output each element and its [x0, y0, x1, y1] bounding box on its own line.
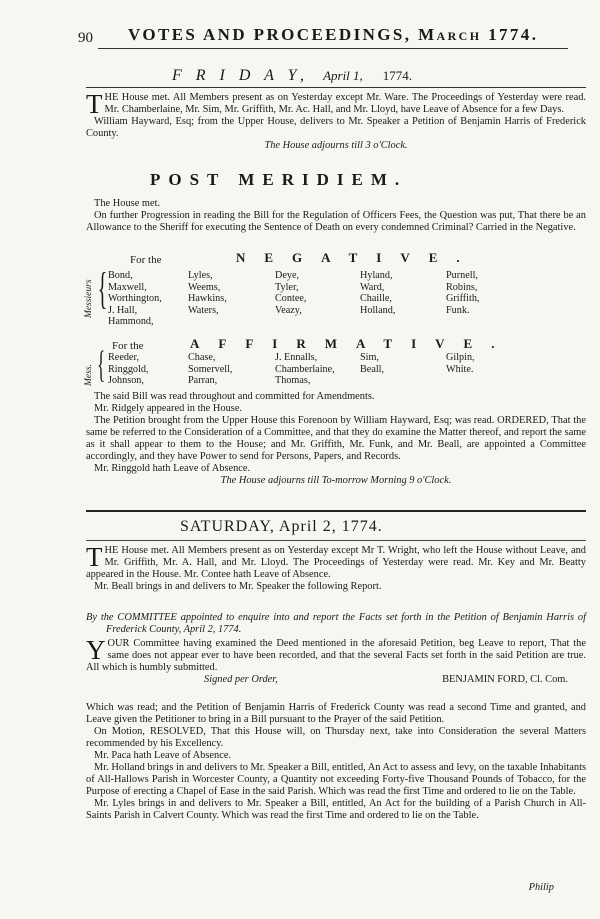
voter-name: Bond,	[108, 270, 133, 281]
saturday-rule	[86, 540, 586, 541]
voter-name: Ward,	[360, 281, 385, 293]
report-text: YOUR Committee having examined the Deed mentioned in the aforesaid Petition, beg Leave to report, That the same does not appear ever to have been recorded, and that the several Facts set forth in the said Petition are true. All which is humbly submitted.	[86, 635, 586, 673]
voter-name: Griffith,	[446, 293, 480, 305]
affirmative-brace: {	[97, 344, 106, 386]
pm-after-body	[86, 391, 586, 487]
voter-name: Chase,	[188, 352, 216, 363]
saturday-paragraph-4: On Motion, RESOLVED, That this House will, on Thursday next, take into Consideration the several Matters recommended by his Excellency.	[86, 726, 586, 749]
voter-name: Maxwell,	[108, 281, 147, 293]
voter-name: Ringgold,	[108, 363, 149, 375]
voter-name: Johnson,	[108, 375, 144, 387]
drop-cap: T	[86, 542, 103, 572]
pm-after-2: Mr. Ridgely appeared in the House.	[94, 403, 243, 414]
voter-name: Waters,	[188, 304, 219, 316]
voter-name: Parran,	[188, 375, 218, 387]
header-rule	[98, 48, 568, 49]
voter-name: Somervell,	[188, 363, 233, 375]
friday-paragraph-2: William Hayward, Esq; from the Upper House, delivers to Mr. Speaker a Petition of Benjamin Harris of Frederick County.	[86, 116, 586, 139]
voter-name: Worthington,	[108, 293, 162, 305]
voter-name: Chamberlaine,	[275, 363, 335, 375]
voter-name: Purnell,	[446, 270, 478, 281]
post-meridiem-title: POST MERIDIEM.	[150, 170, 408, 189]
friday-adjourn: The House adjourns till 3 o'Clock.	[264, 140, 408, 151]
pm-after-3: The Petition brought from the Upper House this Forenoon by William Hayward, Esq; was read. ORDERED, That the same be referred to the Consideration of a Committee, and that they do examine the Matter thereof, and report the same as it shall appear to them to the House; and Mr. Griffith, Mr. Funk, and Mr. Beall, are appointed a Committee accordingly, and they have Power to send for Persons, Papers, and Records.	[86, 415, 586, 462]
saturday-paragraph-2: Mr. Beall brings in and delivers to Mr. Speaker the following Report.	[94, 581, 382, 592]
voter-name: J. Hall,	[108, 304, 138, 316]
pm-after-1: The said Bill was read throughout and committed for Amendments.	[94, 391, 375, 402]
affirmative-side-label: Mess.	[84, 364, 94, 386]
voter-name: Holland,	[360, 304, 396, 316]
affirmative-word: AFFIRMATIVE.	[190, 336, 514, 351]
voter-name: Beall,	[360, 363, 385, 375]
pm-paragraph-2: On further Progression in reading the Bill for the Regulation of Officers Fees, the Question was put, That there be an Allowance to the Sheriff for executing the Sentence of Death on every condemned Criminal? Carried in the Negative.	[86, 210, 586, 233]
pm-adjourn: The House adjourns till To-morrow Morning 9 o'Clock.	[220, 475, 452, 486]
voter-name: Tyler,	[275, 281, 299, 293]
voter-name: Hyland,	[360, 270, 393, 281]
pm-after-4: Mr. Ringgold hath Leave of Absence.	[94, 463, 251, 474]
voter-name: Robins,	[446, 281, 478, 293]
voter-name: Weems,	[188, 281, 221, 293]
friday-heading-year: 1774.	[382, 68, 413, 83]
negative-word: NEGATIVE.	[236, 250, 479, 265]
voter-name: Sim,	[360, 352, 379, 363]
voter-name: Contee,	[275, 293, 307, 305]
pm-paragraph-1: The House met.	[94, 198, 161, 209]
voter-name: Hammond,	[108, 316, 154, 328]
affirmative-for-label: For the	[112, 340, 144, 352]
negative-brace: {	[97, 264, 108, 313]
voter-name: J. Ennalls,	[275, 352, 318, 363]
friday-heading-day: F R I D A Y,	[172, 67, 310, 84]
saturday-paragraph-1: THE House met. All Members present as on Yesterday except Mr T. Wright, who left the House without Leave, and Mr. Griffith, Mr. A. Hall, and Mr. Lloyd. The Proceedings of Yesterday were read. Mr. Key and Mr. Beatty appeared in the House. Mr. Contee hath Leave of Absence.	[86, 542, 586, 580]
drop-cap: T	[86, 89, 103, 119]
voter-name: Funk.	[446, 304, 470, 316]
running-title: VOTES AND PROCEEDINGS, March 1774.	[128, 25, 539, 44]
saturday-body-2	[86, 702, 586, 822]
committee-report	[86, 635, 586, 686]
voter-name: Chaille,	[360, 293, 392, 305]
saturday-paragraph-3: Which was read; and the Petition of Benjamin Harris of Frederick County was read a second Time and granted, and Leave given the Petitioner to bring in a Bill pursuant to the Prayer of the said Petition.	[86, 702, 586, 725]
voter-name: Gilpin,	[446, 352, 475, 363]
report-signer: BENJAMIN FORD, Cl. Com.	[442, 674, 568, 685]
saturday-heading: SATURDAY, April 2, 1774.	[180, 518, 383, 535]
post-meridiem-body	[86, 198, 586, 234]
friday-heading-date: April 1,	[323, 68, 363, 83]
friday-rule	[86, 87, 586, 88]
saturday-paragraph-5: Mr. Paca hath Leave of Absence.	[94, 750, 232, 761]
voter-name: Veazy,	[275, 304, 302, 316]
page-number: 90	[78, 30, 93, 46]
saturday-paragraph-6: Mr. Holland brings in and delivers to Mr. Speaker a Bill, entitled, An Act to assess and levy, on the taxable Inhabitants of All-Hallows Parish in Worcester County, a Quantity not exceeding Forty-five Thousand Pounds of Tobacco, for the Purpose of erecting a Chapel of Ease in the said Parish. Which was read the first Time and ordered to lie on the Table.	[86, 762, 586, 797]
saturday-body	[86, 542, 586, 593]
catchword: Philip	[528, 882, 554, 893]
voter-name: Lyles,	[188, 270, 213, 281]
voter-name: Deye,	[275, 270, 300, 281]
section-divider	[86, 510, 586, 512]
committee-heading: By the COMMITTEE appointed to enquire into and report the Facts set forth in the Petition of Benjamin Harris of Frederick County, April 2, 1774.	[86, 612, 586, 635]
voter-name: Hawkins,	[188, 293, 227, 305]
friday-heading	[172, 67, 412, 85]
voter-name: Reeder,	[108, 352, 139, 363]
negative-for-label: For the	[130, 254, 162, 266]
voter-name: Thomas,	[275, 375, 311, 387]
negative-side-label: Messieurs	[84, 279, 94, 318]
report-signed: Signed per Order,	[204, 674, 278, 685]
drop-cap: Y	[86, 635, 106, 665]
friday-paragraph-1: THE House met. All Members present as on Yesterday except Mr. Ware. The Proceedings of Yesterday were read. Mr. Chamberlaine, Mr. Sim, Mr. Griffith, Mr. Ac. Hall, and Mr. Lloyd, have Leave of Absence for a few Days.	[86, 89, 586, 119]
friday-body	[86, 89, 586, 152]
voter-name: White.	[446, 363, 474, 375]
saturday-paragraph-7: Mr. Lyles brings in and delivers to Mr. Speaker a Bill, entitled, An Act for the building of a Parish Church in All-Saints Parish in Calvert County. Which was read the first Time and ordered to lie on the Table.	[86, 798, 586, 821]
